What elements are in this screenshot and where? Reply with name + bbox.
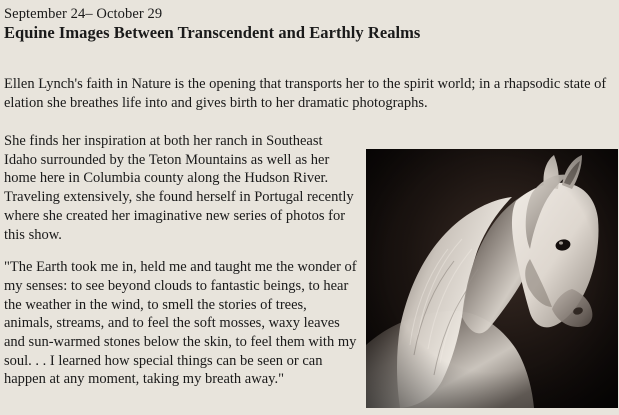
exhibition-dateline: September 24– October 29	[4, 6, 163, 22]
intro-paragraph: Ellen Lynch's faith in Nature is the opening that transports her to the spirit world; in a rhapsodic state of elation she breathes life into and gives birth to her dramatic photographs.	[4, 76, 607, 111]
horse-photograph-image	[366, 149, 618, 408]
page-title: Equine Images Between Transcendent and Earthly Realms	[4, 22, 421, 42]
text-column	[4, 132, 359, 389]
horse-photograph	[366, 149, 618, 408]
body-paragraph-1: She finds her inspiration at both her ranch in Southeast Idaho surrounded by the Teton Mountains as well as her home here in Columbia county along the Hudson River. Traveling extensively, she found herself in Portugal recently where she created her imaginative new series of photos for this show.	[4, 133, 354, 243]
body-paragraph-2: "The Earth took me in, held me and taught me the wonder of my senses: to see beyond clouds to fantastic beings, to hear the weather in the wind, to smell the stories of trees, animals, streams, and to feel the soft mosses, waxy leaves and sun-warmed stones below the skin, to feel them with my soul. . . I learned how special things can be seen or can happen at any moment, taking my breath away."	[4, 259, 357, 388]
